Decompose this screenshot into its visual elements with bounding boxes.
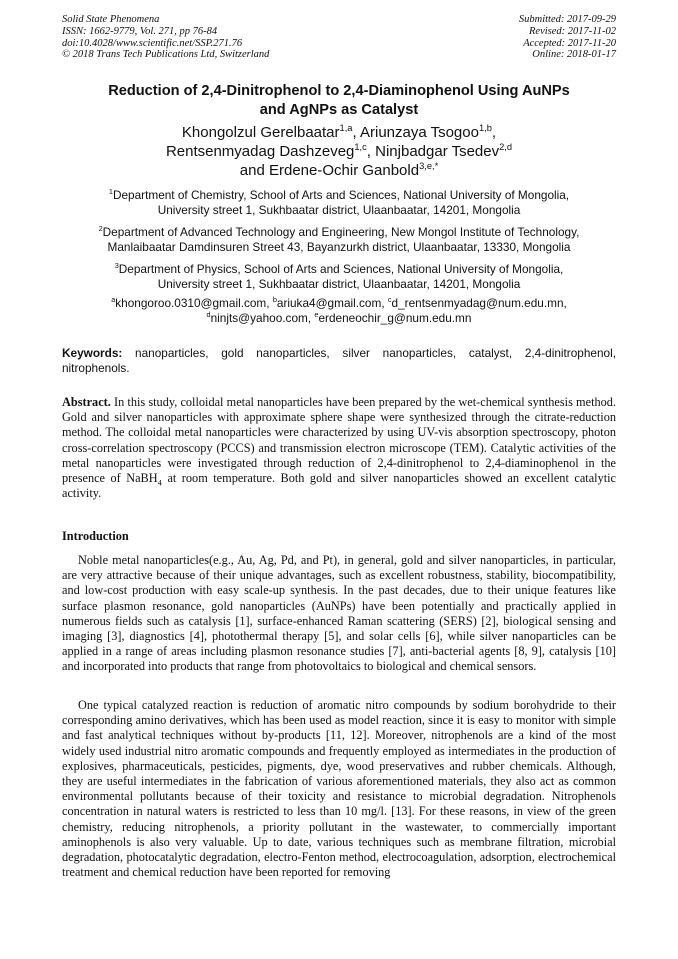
author-affiliation-marker: 2,d — [499, 142, 513, 152]
affiliation-number: 3 — [114, 261, 119, 271]
email-link[interactable]: d_rentsenmyadag@num.edu.mn — [391, 296, 564, 310]
abstract-label: Abstract. — [62, 395, 111, 409]
submitted-date: Submitted: 2017-09-29 — [518, 14, 616, 25]
abstract-subscript: 4 — [157, 477, 162, 488]
abstract-text-end: at room temperature. Both gold and silver nanoparticles showed an excellent catalytic activity. — [62, 471, 617, 501]
abstract-text: In this study, colloidal metal nanoparticles have been prepared by the wet-chemical synthesis method. Gold and silver nanoparticles with approximate sphere shape were synthesized through the citrate-reduction method. The colloidal metal nanoparticles were characterized by using UV-vis absorption spectroscopy, photon cross-correlation spectroscopy (PCCS) and transmission electron microscope (TEM). Catalytic activities of the metal nanoparticles were investigated through reduction of 2,4-dinitrophenol to 2,4-diaminophenol in the presence of NaBH — [62, 395, 617, 486]
author-line: Rentsenmyadag Dashzeveg$^{1,c}$, Ninjbadgar Tsedev$^{2,d}$ — [165, 142, 513, 160]
affiliation-text: University street 1, Sukhbaatar district, Ulaanbaatar, 14201, Mongolia — [157, 276, 521, 291]
revised-date: Revised: 2017-11-02 — [529, 25, 616, 37]
affiliation — [62, 225, 616, 254]
accepted-date: Accepted: 2017-11-20 — [523, 37, 616, 49]
section-heading: Introduction — [62, 529, 129, 543]
keywords-text: nanoparticles, gold nanoparticles, silver nanoparticles, catalyst, 2,4-dinitrophenol, nitrophenols. — [62, 346, 616, 375]
affiliation-text: Department of Physics, School of Arts and Sciences, National University of Mongolia, — [118, 262, 564, 276]
affiliation-text: Department of Chemistry, School of Arts and Sciences, National University of Mongolia, — [112, 188, 570, 202]
keywords-label: Keywords: — [62, 346, 123, 360]
author-line: Khongolzul Gerelbaatar$^{1,a}$, Ariunzaya Tsogoo$^{1,b}$, — [181, 123, 497, 141]
author-name: Ariunzaya Tsogoo — [359, 124, 479, 141]
publication-dates — [519, 14, 616, 61]
affiliation-text: Department of Advanced Technology and Engineering, New Mongol Institute of Technology, — [102, 225, 580, 239]
title-line: and AgNPs as Catalyst — [259, 101, 419, 118]
author-name: Ninjbadgar Tsedev — [375, 143, 500, 160]
paper-title — [62, 82, 616, 119]
keywords — [62, 346, 616, 375]
copyright-line: © 2018 Trans Tech Publications Ltd, Switzerland — [62, 49, 270, 61]
affiliation-text: Manlaibaatar Damdinsuren Street 43, Bayanzurkh district, Ulaanbaatar, 13330, Mongolia — [107, 239, 571, 254]
abstract — [62, 395, 616, 501]
affiliation-text: University street 1, Sukhbaatar district, Ulaanbaatar, 14201, Mongolia — [157, 202, 521, 217]
author-affiliation-marker: 1,a — [339, 123, 353, 133]
author-list — [62, 123, 616, 180]
issn-line: ISSN: 1662-9779, Vol. 271, pp 76-84 — [62, 25, 218, 37]
affiliation-number: 1 — [108, 187, 113, 197]
author-name: Khongolzul Gerelbaatar — [181, 124, 340, 141]
email-link[interactable]: erdeneochir_g@num.edu.mn — [318, 310, 472, 325]
author-affiliation-marker: 1,b — [478, 123, 492, 133]
email-link[interactable]: ninjts@yahoo.com — [210, 310, 308, 325]
email-link[interactable]: ariuka4@gmail.com — [276, 296, 382, 310]
author-name: Rentsenmyadag Dashzeveg — [165, 143, 355, 160]
affiliation — [62, 188, 616, 217]
author-affiliation-marker: 3,e,* — [419, 161, 439, 171]
body-paragraph: One typical catalyzed reaction is reduction of aromatic nitro compounds by sodium borohydride to their corresponding amino derivatives, which has been used as model reaction, since it is easy to monitor with simple and fast analytical techniques without by-products [11, 12]. Moreover, nitrophenols are a kind of the most widely used industrial nitro aromatic compounds and frequently employed as intermediates in the production of explosives, pharmaceuticals, pesticides, pigments, dye, wood preservatives and rubber chemicals. Although, they are useful intermediates in the fabrication of various aforementioned materials, they also act as common environmental pollutants because of their toxicity and resistance to microbial degradation. Nitrophenols concentration in natural waters is restricted to less than 10 mg/l. [13]. For these reasons, in view of the green chemistry, reducing nitrophenols, a priority pollutant in the wastewater, to commercially important aminophenols is also very valuable. Up to date, various techniques such as membrane filtration, microbial degradation, photocatalytic degradation, electro-Fenton method, electrocoagulation, adsorption, electrochemical treatment and chemical reduction have been reported for removing — [62, 698, 616, 880]
body-paragraph: Noble metal nanoparticles(e.g., Au, Ag, Pd, and Pt), in general, gold and silver nanoparticles, in particular, are very attractive because of their unique advantages, such as excellent robustness, stability, biocompatibility, and low-cost production with easy scale-up synthesis. In the past decades, due to their unique features like surface plasmon resonance, gold nanoparticles (AuNPs) have been potentially and practically applied in numerous fields such as catalysis [1], surface-enhanced Raman scattering (SERS) [2], biological sensing and imaging [3], diagnostics [4], photothermal therapy [5], and solar cells [6], while silver nanoparticles can be applied in a range of areas including plasmon resonance studies [7], anti-bacterial agents [8, 9], catalysis [10] and incorporated into products that range from photovoltaics to biological and chemical sensors. — [62, 553, 616, 674]
author-affiliation-marker: 1,c — [354, 142, 367, 152]
online-date: Online: 2018-01-17 — [532, 49, 616, 61]
email-link[interactable]: khongoroo.0310@gmail.com — [115, 296, 267, 310]
journal-name: Solid State Phenomena — [62, 14, 160, 25]
author-name: and Erdene-Ochir Ganbold — [239, 162, 420, 179]
author-line — [62, 161, 616, 180]
doi-line: doi:10.4028/www.scientific.net/SSP.271.76 — [62, 37, 243, 49]
affiliation-number: 2 — [98, 224, 103, 234]
journal-info — [62, 14, 269, 61]
email-list: $^a$khongoroo.0310@gmail.com, $^b$ariuka4@gmail.com, $^c$d_rentsenmyadag@num.edu.mn, $^d$ninjts@yahoo.com, $^e$erdeneochir_g@num.edu.mn — [111, 295, 567, 325]
title-line: Reduction of 2,4-Dinitrophenol to 2,4-Diaminophenol Using AuNPs — [108, 83, 570, 99]
affiliation — [62, 262, 616, 291]
